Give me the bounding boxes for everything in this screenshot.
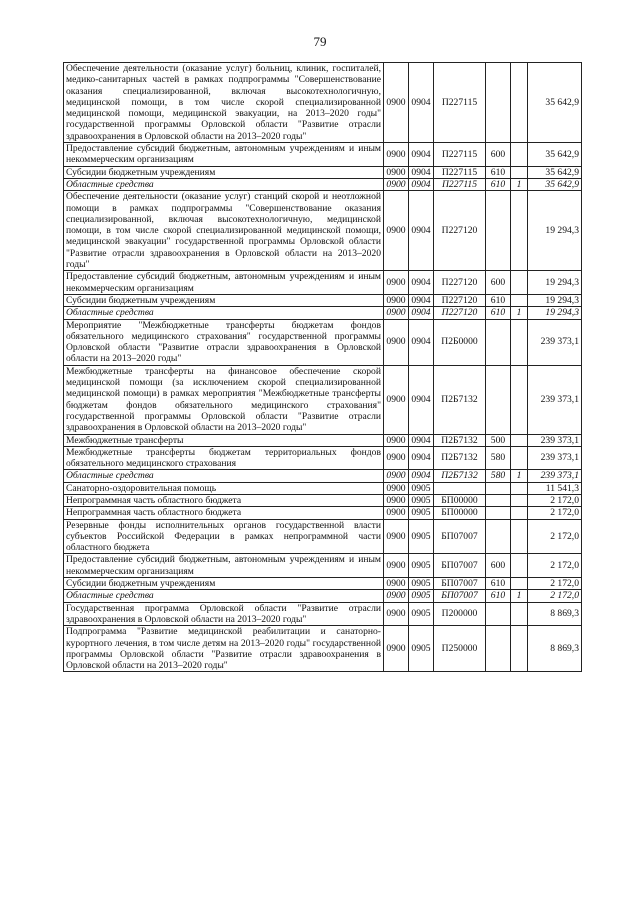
subsection-code-cell: 0904 [409, 365, 434, 434]
table-row [64, 271, 582, 295]
row-name-cell: Областные средства [64, 307, 384, 319]
section-code-cell: 0900 [384, 143, 409, 167]
amount-cell: 19 294,3 [528, 191, 582, 271]
section-code-cell: 0900 [384, 507, 409, 519]
subsection-code-cell: 0905 [409, 578, 434, 590]
table-row [64, 446, 582, 470]
subsection-code-cell: 0904 [409, 178, 434, 190]
operation-code-cell [511, 271, 528, 295]
section-code-cell: 0900 [384, 319, 409, 365]
amount-cell: 19 294,3 [528, 307, 582, 319]
row-name-cell: Предоставление субсидий бюджетным, автономным учреждениям и иным некоммерческим организациям [64, 143, 384, 167]
operation-code-cell: 1 [511, 470, 528, 482]
expense-type-cell [486, 626, 511, 672]
table-row [64, 507, 582, 519]
subsection-code-cell: 0905 [409, 494, 434, 506]
expense-type-cell: 610 [486, 578, 511, 590]
operation-code-cell [511, 63, 528, 143]
section-code-cell: 0900 [384, 271, 409, 295]
target-article-cell: П2Б0000 [434, 319, 486, 365]
subsection-code-cell: 0904 [409, 307, 434, 319]
target-article-cell: БП00000 [434, 494, 486, 506]
expense-type-cell: 610 [486, 178, 511, 190]
subsection-code-cell: 0904 [409, 294, 434, 306]
table-row [64, 554, 582, 578]
target-article-cell [434, 482, 486, 494]
section-code-cell: 0900 [384, 578, 409, 590]
amount-cell: 2 172,0 [528, 578, 582, 590]
operation-code-cell: 1 [511, 178, 528, 190]
row-name-cell: Субсидии бюджетным учреждениям [64, 294, 384, 306]
section-code-cell: 0900 [384, 590, 409, 602]
target-article-cell: БП00000 [434, 507, 486, 519]
row-name-cell: Областные средства [64, 178, 384, 190]
subsection-code-cell: 0905 [409, 519, 434, 554]
expense-type-cell [486, 482, 511, 494]
target-article-cell: П227120 [434, 294, 486, 306]
table-row [64, 578, 582, 590]
expense-type-cell [486, 507, 511, 519]
table-row [64, 294, 582, 306]
budget-table [63, 62, 582, 672]
table-row [64, 602, 582, 626]
section-code-cell: 0900 [384, 191, 409, 271]
section-code-cell: 0900 [384, 482, 409, 494]
amount-cell: 2 172,0 [528, 590, 582, 602]
expense-type-cell: 600 [486, 554, 511, 578]
target-article-cell: П2Б7132 [434, 365, 486, 434]
section-code-cell: 0900 [384, 446, 409, 470]
subsection-code-cell: 0905 [409, 590, 434, 602]
row-name-cell: Межбюджетные трансферты на финансовое обеспечение скорой медицинской помощи (за исключением скорой специализированной медицинской помощи) в рамках мероприятия "Межбюджетные трансферты бюджетам фондов обязательного медицинского страхования" государственной программы Орловской области "Развитие отрасли здравоохранения в Орловской области на 2013–2020 годы" [64, 365, 384, 434]
table-row [64, 519, 582, 554]
expense-type-cell [486, 494, 511, 506]
amount-cell: 35 642,9 [528, 178, 582, 190]
operation-code-cell [511, 434, 528, 446]
operation-code-cell [511, 626, 528, 672]
amount-cell: 35 642,9 [528, 143, 582, 167]
amount-cell: 239 373,1 [528, 365, 582, 434]
table-row [64, 319, 582, 365]
operation-code-cell [511, 294, 528, 306]
amount-cell: 8 869,3 [528, 602, 582, 626]
expense-type-cell: 610 [486, 307, 511, 319]
amount-cell: 19 294,3 [528, 271, 582, 295]
operation-code-cell: 1 [511, 307, 528, 319]
subsection-code-cell: 0904 [409, 63, 434, 143]
row-name-cell: Обеспечение деятельности (оказание услуг) больниц, клиник, госпиталей, медико-санитарных частей в рамках подпрограммы "Совершенствование оказания специализированной, включая высокотехнологичную, медицинской помощи, в том числе скорой специализированной медицинской помощи, медицинской эвакуации, на 2013–2020 годы" государственной программы Орловской области "Развитие отрасли здравоохранения в Орловской области на 2013–2020 годы" [64, 63, 384, 143]
section-code-cell: 0900 [384, 434, 409, 446]
operation-code-cell [511, 554, 528, 578]
expense-type-cell: 600 [486, 143, 511, 167]
operation-code-cell [511, 507, 528, 519]
target-article-cell: П2Б7132 [434, 470, 486, 482]
operation-code-cell: 1 [511, 590, 528, 602]
target-article-cell: БП07007 [434, 590, 486, 602]
table-row [64, 365, 582, 434]
target-article-cell: П227120 [434, 271, 486, 295]
section-code-cell: 0900 [384, 178, 409, 190]
expense-type-cell: 610 [486, 590, 511, 602]
table-row [64, 434, 582, 446]
target-article-cell: П2Б7132 [434, 446, 486, 470]
row-name-cell: Обеспечение деятельности (оказание услуг) станций скорой и неотложной помощи в рамках подпрограммы "Совершенствование оказания специализированной, включая высокотехнологичную, медицинской помощи, в том числе скорой специализированной медицинской помощи, медицинской эвакуации" государственной программы Орловской области "Развитие отрасли здравоохранения в Орловской области на 2013–2020 годы" [64, 191, 384, 271]
target-article-cell: П227120 [434, 307, 486, 319]
row-name-cell: Субсидии бюджетным учреждениям [64, 166, 384, 178]
amount-cell: 8 869,3 [528, 626, 582, 672]
section-code-cell: 0900 [384, 307, 409, 319]
section-code-cell: 0900 [384, 602, 409, 626]
table-row [64, 494, 582, 506]
row-name-cell: Подпрограмма "Развитие медицинской реабилитации и санаторно-курортного лечения, в том числе детям на 2013–2020 годы" государственной программы Орловской области "Развитие отрасли здравоохранения в Орловской области на 2013–2020 годы" [64, 626, 384, 672]
target-article-cell: БП07007 [434, 554, 486, 578]
section-code-cell: 0900 [384, 626, 409, 672]
table-row [64, 626, 582, 672]
subsection-code-cell: 0904 [409, 166, 434, 178]
amount-cell: 2 172,0 [528, 507, 582, 519]
operation-code-cell [511, 143, 528, 167]
table-row [64, 470, 582, 482]
amount-cell: 2 172,0 [528, 554, 582, 578]
table-row [64, 166, 582, 178]
section-code-cell: 0900 [384, 554, 409, 578]
subsection-code-cell: 0905 [409, 482, 434, 494]
subsection-code-cell: 0904 [409, 143, 434, 167]
table-row [64, 590, 582, 602]
operation-code-cell [511, 602, 528, 626]
target-article-cell: П227115 [434, 178, 486, 190]
amount-cell: 11 541,3 [528, 482, 582, 494]
operation-code-cell [511, 519, 528, 554]
target-article-cell: П200000 [434, 602, 486, 626]
section-code-cell: 0900 [384, 494, 409, 506]
row-name-cell: Межбюджетные трансферты [64, 434, 384, 446]
subsection-code-cell: 0904 [409, 470, 434, 482]
subsection-code-cell: 0904 [409, 446, 434, 470]
target-article-cell: П227120 [434, 191, 486, 271]
operation-code-cell [511, 494, 528, 506]
amount-cell: 2 172,0 [528, 519, 582, 554]
operation-code-cell [511, 482, 528, 494]
table-row [64, 178, 582, 190]
operation-code-cell [511, 319, 528, 365]
expense-type-cell [486, 191, 511, 271]
table-row [64, 143, 582, 167]
target-article-cell: П250000 [434, 626, 486, 672]
table-row [64, 307, 582, 319]
subsection-code-cell: 0904 [409, 319, 434, 365]
operation-code-cell [511, 166, 528, 178]
row-name-cell: Санаторно-оздоровительная помощь [64, 482, 384, 494]
target-article-cell: БП07007 [434, 519, 486, 554]
operation-code-cell [511, 191, 528, 271]
expense-type-cell: 580 [486, 446, 511, 470]
operation-code-cell [511, 578, 528, 590]
section-code-cell: 0900 [384, 294, 409, 306]
subsection-code-cell: 0905 [409, 626, 434, 672]
row-name-cell: Непрограммная часть областного бюджета [64, 494, 384, 506]
subsection-code-cell: 0905 [409, 554, 434, 578]
subsection-code-cell: 0905 [409, 507, 434, 519]
amount-cell: 239 373,1 [528, 434, 582, 446]
expense-type-cell [486, 602, 511, 626]
section-code-cell: 0900 [384, 63, 409, 143]
row-name-cell: Мероприятие "Межбюджетные трансферты бюджетам фондов обязательного медицинского страхования" государственной программы Орловской области "Развитие отрасли здравоохранения в Орловской области на 2013–2020 годы" [64, 319, 384, 365]
target-article-cell: БП07007 [434, 578, 486, 590]
row-name-cell: Непрограммная часть областного бюджета [64, 507, 384, 519]
expense-type-cell: 600 [486, 271, 511, 295]
expense-type-cell: 500 [486, 434, 511, 446]
amount-cell: 35 642,9 [528, 166, 582, 178]
amount-cell: 239 373,1 [528, 446, 582, 470]
target-article-cell: П227115 [434, 143, 486, 167]
section-code-cell: 0900 [384, 365, 409, 434]
row-name-cell: Предоставление субсидий бюджетным, автономным учреждениям и иным некоммерческим организациям [64, 554, 384, 578]
section-code-cell: 0900 [384, 166, 409, 178]
row-name-cell: Субсидии бюджетным учреждениям [64, 578, 384, 590]
expense-type-cell: 610 [486, 294, 511, 306]
amount-cell: 2 172,0 [528, 494, 582, 506]
amount-cell: 19 294,3 [528, 294, 582, 306]
subsection-code-cell: 0904 [409, 191, 434, 271]
target-article-cell: П227115 [434, 63, 486, 143]
row-name-cell: Областные средства [64, 470, 384, 482]
table-row [64, 63, 582, 143]
expense-type-cell: 580 [486, 470, 511, 482]
section-code-cell: 0900 [384, 470, 409, 482]
operation-code-cell [511, 365, 528, 434]
page-number: 79 [313, 34, 327, 49]
operation-code-cell [511, 446, 528, 470]
row-name-cell: Резервные фонды исполнительных органов государственной власти субъектов Российской Федерации в рамках непрограммной части областного бюджета [64, 519, 384, 554]
expense-type-cell [486, 519, 511, 554]
amount-cell: 239 373,1 [528, 470, 582, 482]
expense-type-cell [486, 319, 511, 365]
subsection-code-cell: 0905 [409, 602, 434, 626]
target-article-cell: П227115 [434, 166, 486, 178]
amount-cell: 35 642,9 [528, 63, 582, 143]
subsection-code-cell: 0904 [409, 434, 434, 446]
expense-type-cell: 610 [486, 166, 511, 178]
target-article-cell: П2Б7132 [434, 434, 486, 446]
subsection-code-cell: 0904 [409, 271, 434, 295]
table-row [64, 191, 582, 271]
row-name-cell: Областные средства [64, 590, 384, 602]
section-code-cell: 0900 [384, 519, 409, 554]
row-name-cell: Межбюджетные трансферты бюджетам территориальных фондов обязательного медицинского страхования [64, 446, 384, 470]
expense-type-cell [486, 365, 511, 434]
table-row [64, 482, 582, 494]
amount-cell: 239 373,1 [528, 319, 582, 365]
expense-type-cell [486, 63, 511, 143]
row-name-cell: Государственная программа Орловской области "Развитие отрасли здравоохранения в Орловской области на 2013–2020 годы" [64, 602, 384, 626]
row-name-cell: Предоставление субсидий бюджетным, автономным учреждениям и иным некоммерческим организациям [64, 271, 384, 295]
